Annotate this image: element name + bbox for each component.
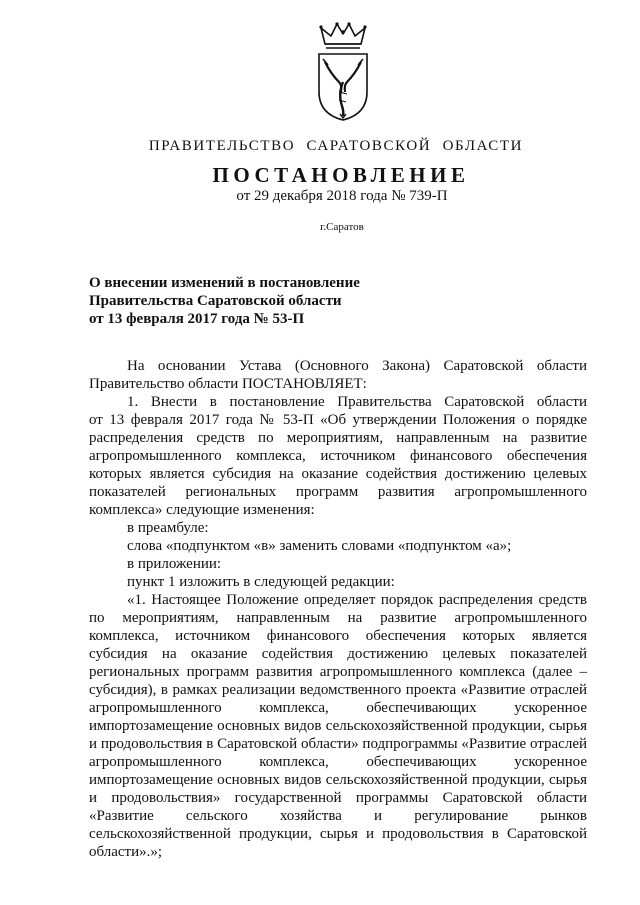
body-line: агропромышленного комплекса, источником финансового обеспечения	[89, 448, 587, 464]
body-line: от 13 февраля 2017 года № 53-П «Об утверждении Положения о порядке	[89, 412, 587, 428]
subject-line: от 13 февраля 2017 года № 53-П	[89, 311, 305, 327]
body-line: 1. Внести в постановление Правительства Саратовской области	[127, 394, 587, 410]
body-line: области».»;	[89, 844, 163, 860]
document-city: г.Саратов	[320, 221, 364, 233]
government-name: ПРАВИТЕЛЬСТВО САРАТОВСКОЙ ОБЛАСТИ	[148, 138, 524, 154]
body-line: импортозамещение основных видов сельскохозяйственной продукции, сырья	[89, 718, 587, 734]
body-line: комплекса, источником финансового обеспечения которых является	[89, 628, 587, 644]
subject-line: О внесении изменений в постановление	[89, 275, 360, 291]
document-type-title: ПОСТАНОВЛЕНИЕ	[212, 163, 470, 187]
body-line: показателей региональных программ развития агропромышленного	[89, 484, 587, 500]
body-line: которых является субсидия на оказание содействия достижению целевых	[89, 466, 587, 482]
body-line: На основании Устава (Основного Закона) Саратовской области	[127, 358, 587, 374]
body-line: слова «подпунктом «в» заменить словами «подпунктом «а»;	[127, 538, 512, 554]
body-line: «Развитие сельского хозяйства и регулирование рынков	[89, 808, 587, 824]
document-subject	[89, 274, 360, 328]
body-line: субсидия), в рамках реализации ведомственного проекта «Развитие отраслей	[89, 682, 587, 698]
body-line: Правительство области ПОСТАНОВЛЯЕТ:	[89, 376, 367, 392]
body-line: комплекса» следующие изменения:	[89, 502, 315, 518]
body-line: сельскохозяйственной продукции, сырья и продовольствия в Саратовской	[89, 826, 587, 842]
body-line: и продовольствия» государственной программы Саратовской области	[89, 790, 587, 806]
body-line: и продовольствия в Саратовской области» подпрограммы «Развитие отраслей	[89, 736, 587, 752]
body-line: агропромышленного комплекса, обеспечивающих ускоренное	[89, 700, 587, 716]
body-line: по мероприятиям, направленным на развитие агропромышленного	[89, 610, 587, 626]
document-body	[89, 357, 587, 861]
body-line: в преамбуле:	[127, 520, 209, 536]
subject-line: Правительства Саратовской области	[89, 293, 342, 309]
body-line: пункт 1 изложить в следующей редакции:	[127, 574, 395, 590]
body-line: распределения средств по мероприятиям, направленным на развитие	[89, 430, 587, 446]
saratov-coat-of-arms-icon	[311, 22, 375, 122]
document-date-number: от 29 декабря 2018 года № 739-П	[236, 188, 448, 204]
body-line: в приложении:	[127, 556, 222, 572]
body-line: субсидия на оказание содействия достижению целевых показателей	[89, 646, 587, 662]
body-line: региональных программ развития агропромышленного комплекса (далее –	[89, 664, 587, 680]
body-line: импортозамещение основных видов сельскохозяйственной продукции, сырья	[89, 772, 587, 788]
body-line: «1. Настоящее Положение определяет порядок распределения средств	[127, 592, 587, 608]
body-line: агропромышленного комплекса, обеспечивающих ускоренное	[89, 754, 587, 770]
